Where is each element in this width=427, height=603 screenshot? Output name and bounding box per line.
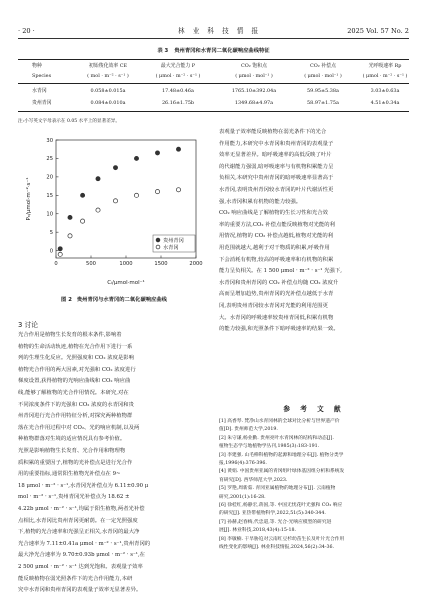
table-header-cell: ( μmol · m⁻² · s⁻¹ ) [362, 73, 408, 79]
paragraph-line: 用的重要指标,通常阳生植物光补偿点在 9~ [18, 471, 121, 478]
legend-marker [156, 245, 160, 249]
paragraph-line: 4.22b μmol · m⁻² · s⁻¹,均属于阳生植物,两者光补偿 [18, 506, 145, 512]
paragraph-line: 植物的生命活动轨迹,植物在光合作用下进行一系 [18, 343, 133, 350]
y-tick-label: 20 [46, 174, 53, 181]
reference-line: [3] 李建强. 山毛榉科植物的起源和地理分布[J]. 植物分类学 [219, 452, 344, 458]
paragraph-line: 光合作用是植物生长发育的根本条件,影响着 [18, 332, 122, 338]
data-point [113, 166, 117, 170]
table-header-row [18, 62, 409, 71]
reference-line: [5] 罗艳,周新茹. 青冈亚属植物的地理分布[J]. 云南植物 [219, 486, 336, 492]
table-header-cell: 物种 [32, 63, 42, 69]
paragraph-line: 效率无显著差异。暗呼吸速率的高低反映了叶片 [219, 152, 332, 159]
reference-line: [6] 徐桂红,杨静宏,蒋国,等. 中国无忧花叶光强和 CO₂ 响应 [219, 503, 343, 508]
table-number: 表 3 [157, 48, 169, 54]
table-cell: 3.03±0.63a [370, 88, 400, 94]
legend-marker [156, 238, 160, 242]
table-mid-rule [18, 83, 409, 84]
paragraph-line: 质积累的重要因子,植物的光补偿点是进行光合作 [18, 459, 133, 466]
y-tick-label: 5 [49, 229, 53, 236]
paragraph-line: 不同浓度条件下的光强和 CO₂ 浓度的水青冈和贵 [18, 401, 135, 408]
y-axis-label: Pₙ/μmol·m⁻²·s⁻¹ [26, 177, 32, 221]
paragraph-line: 2 500 μmol · m⁻² · s⁻¹ 达到光饱和。表观量子效率 [18, 564, 143, 570]
paragraph-line: 用情况,植物的 CO₂ 补偿点越低,植物对光能的利 [219, 233, 334, 240]
table-header-cell: ( μmol · mol⁻¹ ) [304, 73, 342, 79]
reference-line: 报,1996(4):376-396. [219, 461, 267, 466]
paragraph-line: 州青冈进行光合作用特征分析,对探究两种植物群 [18, 413, 133, 420]
paragraph-line: 梯度设置,获得植物的光响应曲线和 CO₂ 响应曲 [18, 378, 131, 385]
x-tick-label: 0 [54, 261, 58, 267]
paragraph-line: 水青冈和贵州青冈的 CO₂ 补偿点均随 CO₂ 浓度升 [219, 279, 339, 286]
paragraph-line: 用范围就越大,越利于对干物质的积累,呼吸作用 [219, 245, 330, 251]
data-point [134, 156, 138, 160]
table-cell: 0.084±0.010a [90, 100, 126, 106]
data-point [113, 199, 117, 203]
paragraph-line: 光合速率为 7.11±0.41a μmol · m⁻² · s⁻¹,贵州青冈的 [18, 540, 151, 547]
data-point [96, 208, 100, 212]
table-header-cell: Species [32, 73, 52, 79]
data-point [176, 147, 180, 151]
table-cell: 水青冈 [32, 88, 47, 94]
paragraph-line: 种植物群落对生境的适应情况具有参考价值。 [18, 436, 126, 443]
paragraph-line: 表观量子效率能反映植物在弱光条件下的光合 [219, 129, 327, 135]
table-cell: 0.058±0.015a [90, 88, 126, 94]
table-cell: 58.97±1.75a [307, 100, 339, 106]
paragraph-line: 列的生理生化反应。光照强度和 CO₂ 浓度是影响 [18, 355, 135, 362]
references-heading: 参 考 文 献 [283, 405, 345, 413]
reference-line: 值[D]. 贵州师范大学,2019. [219, 427, 278, 433]
x-tick-label: 1500 [154, 261, 168, 267]
x-tick-label: 1000 [119, 261, 133, 267]
data-point [155, 151, 159, 155]
table-header-cell: 光呼吸速率 Rp [368, 63, 402, 69]
figure-caption [18, 295, 210, 303]
paragraph-line: 能反映植物在弱光照条件下的光合作用能力,本研 [18, 575, 133, 582]
y-tick-label: 15 [46, 193, 53, 200]
paragraph-line: 水青冈,表明贵州青冈较水青冈的叶片代谢活性更 [219, 187, 334, 193]
reference-line: [1] 高香琴. 梵净山水青冈林的全球对比分析与世界遗产价 [219, 419, 340, 424]
paragraph-line: 18 μmol · m⁻² · s⁻¹,水青冈光补偿点为 6.11±0.90 μ [18, 482, 149, 489]
paragraph-line: 负相关,本研究中贵州青冈的暗呼吸速率显著高于 [219, 175, 334, 182]
figure-title: 贵州青冈与水青冈的二氧化碳响应曲线 [76, 297, 167, 303]
reference-line: [4] 黄娟. 中国贵州亚属的青冈组叶绿体基因组分析和系统发 [219, 469, 345, 475]
x-axis-label: Cᵢ/μmol·mol⁻¹ [107, 280, 145, 286]
co2-response-chart [20, 132, 210, 292]
data-point [134, 193, 138, 197]
table-header-cell: CO₂ 补偿点 [310, 63, 336, 69]
paragraph-line: 大。水青冈的呼吸速率较贵州青冈低,积累有机物 [219, 314, 334, 321]
table-row [18, 87, 409, 96]
table-cell: 1349.68±4.97a [234, 100, 274, 106]
data-point [96, 177, 100, 181]
paragraph-line: CO₂ 响应曲线是了解植物的生长习性和光合效 [219, 210, 328, 217]
paragraph-line: mol · m⁻² · s⁻¹,贵州青冈光补偿点为 18.62 ± [18, 494, 130, 501]
paragraph-line: 线,能够了解植物的光合作用情况。本研究,对在 [18, 390, 129, 396]
data-point [81, 193, 85, 197]
table-cell: 59.95±5.38a [307, 88, 339, 94]
reference-line: 育研究[D]. 西华师范大学,2023. [219, 477, 288, 483]
reference-line: 展[J]. 林业科技,2018,43(4):15-18. [219, 528, 297, 534]
y-tick-label: 10 [46, 211, 53, 218]
reference-line: [8] 李敏楠. 干旱胁迫对云南红豆杉幼苗生长及叶片光合作用 [219, 536, 345, 542]
co2-response-figure [20, 132, 210, 292]
paragraph-line: 下,植物的光合速率和光强呈正相关,水青冈的最大净 [18, 529, 140, 536]
paragraph-line: 高而呈增加趋势,贵州青冈的光补偿点越低于水青 [219, 291, 334, 298]
header-rule [18, 38, 409, 39]
paragraph-line: 下会消耗有机物,较高的呼吸速率和有机物的积累 [219, 256, 334, 263]
paragraph-line: 的代谢能力强弱,暗呼吸速率与有机物积累能力呈 [219, 163, 334, 170]
y-tick-label: 0 [49, 248, 53, 255]
paragraph-line: 光照是影响植物生长发育、光合作用和物理物 [18, 448, 126, 454]
section-heading: 3 讨论 [18, 321, 39, 329]
reference-line: 植物生态学与地植物学丛刊,1985(3):183-191. [219, 444, 320, 450]
table-header-cell: ( mol · m⁻² · s⁻¹ ) [87, 73, 129, 79]
data-point [68, 215, 72, 219]
reference-line: 的研究[J]. 亚热带植物科学,2022,51(5):340-344. [219, 511, 326, 517]
issue-info: 2025 Vol. 57 No. 2 [347, 27, 409, 35]
x-tick-label: 500 [86, 261, 96, 267]
y-tick-label: 30 [46, 137, 53, 144]
paragraph-line: 最大净光合速率为 9.70±0.93b μmol · m⁻² · s⁻¹,在 [18, 552, 146, 559]
table-note: 注:小写英文字母表示在 0.05 水平上的显著差异。 [18, 119, 120, 124]
paragraph-line: 能力呈负相关。在 1 500 μmol · m⁻² · s⁻¹ 光强下, [219, 268, 342, 275]
data-point [58, 247, 62, 251]
chart-legend [153, 235, 195, 252]
paragraph-line: 究中水青冈和贵州青冈的表观量子效率无显著差异。 [18, 587, 142, 594]
table-header-cell: 初始羧化效率 CE [88, 63, 128, 69]
table-header-cell: 最大光合能力 P [160, 63, 196, 69]
table-bottom-rule [18, 111, 409, 112]
paragraph-line: 落在光合作用过程中对 CO₂、光的响应机制,以及两 [18, 424, 140, 431]
table-top-rule [18, 59, 409, 60]
page-number: · 20 · [18, 27, 35, 35]
data-point [176, 188, 180, 192]
paragraph-line: 植物光合作用的两大因素,对光强和 CO₂ 浓度进行 [18, 366, 136, 373]
table-header-cell: ( μmol · mol⁻¹ ) [235, 73, 273, 79]
paragraph-line: 率的重要方法,CO₂ 补偿点能反映植物对光能的利 [219, 221, 336, 228]
data-point [81, 219, 85, 223]
running-header [18, 26, 409, 36]
reference-line: 线性变化的影响[J]. 林业科技情报,2024,56(2):34-36. [219, 545, 335, 550]
data-point [58, 252, 62, 256]
data-point [155, 190, 159, 194]
paragraph-line: 点相比,水青冈比贵州青冈更耐荫。在一定光照强度 [18, 517, 138, 524]
figure-number: 图 2 [61, 297, 72, 303]
table-cell: 4.51±0.34a [370, 100, 400, 106]
table-cell: 贵州青冈 [32, 100, 52, 106]
table-title: 贵州青冈和水青冈二氧化碳响应曲线特征 [174, 48, 270, 54]
table-row [18, 99, 409, 108]
reference-line: [2] 朱守谦,杨业勤. 贵州亮叶水青冈林的结构和动态[J]. [219, 435, 334, 441]
table-header-row [18, 72, 409, 81]
table-header-cell: ( μmol · m⁻² · s⁻¹ ) [155, 73, 201, 79]
table-cell: 1765.10±392.04a [231, 88, 277, 94]
x-tick-label: 2000 [189, 261, 203, 267]
table-cell: 17.48±0.46a [162, 88, 194, 94]
legend-label: 贵州青冈 [163, 237, 184, 244]
reference-line: 研究,2001(1):16-28. [219, 494, 266, 500]
paragraph-line: 强,水青冈积累有机物的能力较强。 [219, 198, 302, 205]
legend-label: 水青冈 [163, 244, 179, 251]
paragraph-line: 的能力较强,和光照条件下暗呼吸速率的结果一致。 [219, 326, 339, 333]
y-tick-label: 25 [46, 156, 53, 163]
table-cell: 26.16±1.75b [161, 100, 195, 106]
table-caption [18, 46, 409, 54]
table-header-cell: CO₂ 饱和点 [241, 63, 267, 69]
paragraph-line: 冈,表明贵州青冈较水青冈对光能的利用范围更 [219, 303, 328, 309]
journal-name: 林 业 科 技 情 报 [178, 27, 262, 35]
data-point [68, 234, 72, 238]
reference-line: [7] 孙赫,赵春梅,代忠道,等. 光合-光响应模型的研究进 [219, 519, 332, 525]
paragraph-line: 作用能力,本研究中水青冈和贵州青冈的表观量子 [219, 140, 334, 147]
